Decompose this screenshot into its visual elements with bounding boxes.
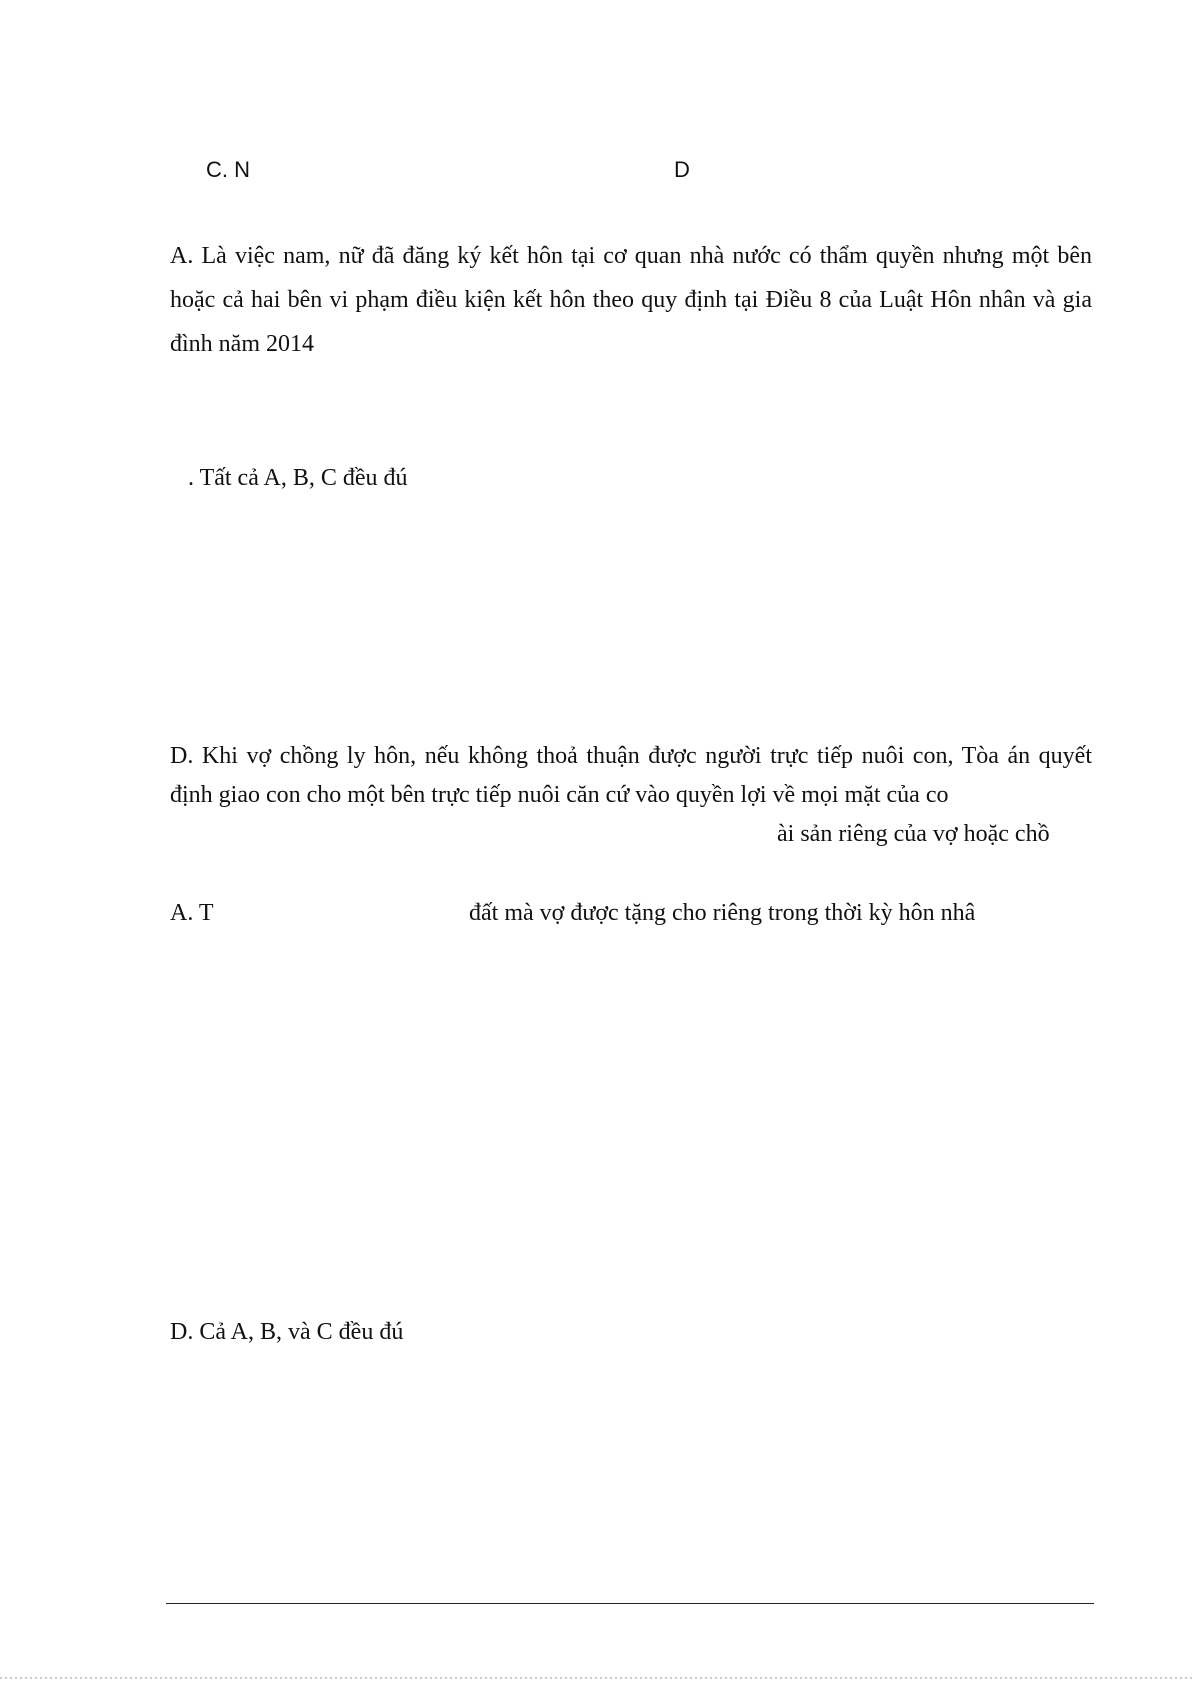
option-all-correct-fragment: . Tất cả A, B, C đều đú — [188, 465, 408, 491]
option-c-fragment: C. N — [206, 157, 250, 182]
property-fragment: ài sản riêng của vợ hoặc chồ — [777, 821, 1050, 847]
option-d-fragment: D — [674, 157, 690, 182]
footer-divider — [166, 1603, 1094, 1604]
land-fragment: đất mà vợ được tặng cho riêng trong thời kỳ hôn nhâ — [469, 900, 976, 926]
option-a-paragraph: A. Là việc nam, nữ đã đăng ký kết hôn tại cơ quan nhà nước có thẩm quyền nhưng một bên hoặc cả hai bên vi phạm điều kiện kết hôn theo quy định tại Điều 8 của Luật Hôn nhân và gia đình năm 2014 — [170, 243, 1092, 357]
page-bottom-edge — [0, 1677, 1192, 1679]
option-d-paragraph: D. Khi vợ chồng ly hôn, nếu không thoả thuận được người trực tiếp nuôi con, Tòa án quyết định giao con cho một bên trực tiếp nuôi căn cứ vào quyền lợi về mọi mặt của co — [170, 743, 1092, 808]
option-d-all-correct: D. Cả A, B, và C đều đú — [170, 1319, 404, 1345]
option-a-t-fragment: A. T — [170, 900, 214, 926]
